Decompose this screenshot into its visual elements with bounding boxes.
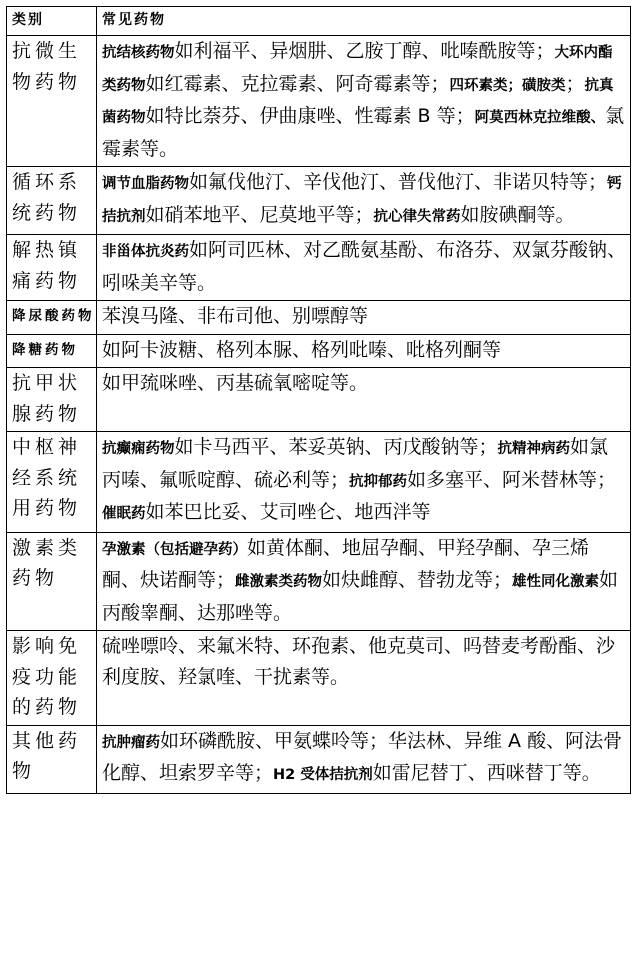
drug-class-label: H2 受体拮抗剂 <box>273 767 373 783</box>
drug-list-text: 如硝苯地平、尼莫地平等； <box>145 203 374 226</box>
drug-class-label: 雌激素类药物 <box>235 574 323 590</box>
row-category: 解热镇痛药物 <box>7 235 97 301</box>
drug-class-label: 钙拮抗剂 <box>102 176 622 225</box>
drug-list-text: 如多塞平、阿米替林等； <box>407 468 617 491</box>
drug-list-text: 如阿卡波糖、格列本脲、格列吡嗪、吡格列酮等 <box>102 338 502 361</box>
drug-class-label: 雄性同化激素 <box>512 574 600 590</box>
drug-list-text: 氯霉素等。 <box>102 105 625 160</box>
row-drugs <box>97 334 631 368</box>
drug-class-label: 非甾体抗炎药 <box>102 244 189 260</box>
row-drugs <box>97 631 631 726</box>
drug-class-label: 孕激素（包括避孕药） <box>102 541 247 558</box>
row-category: 激素类药物 <box>7 532 97 631</box>
drug-class-label: 阿莫西林克拉维酸、 <box>474 110 606 126</box>
row-category: 降糖药物 <box>7 334 97 368</box>
drug-class-label: 催眠药 <box>102 506 146 522</box>
header-drugs: 常见药物 <box>97 7 631 36</box>
drug-list-text: 苯溴马隆、非布司他、别嘌醇等 <box>102 305 369 327</box>
row-category: 其他药物 <box>7 725 97 793</box>
drug-list-text: 如卡马西平、苯妥英钠、丙戊酸钠等； <box>174 436 498 458</box>
drug-class-label: 抗心律失常药 <box>373 208 461 225</box>
drug-class-label: 抗肿瘤药 <box>102 734 160 751</box>
table-row <box>7 167 631 235</box>
header-category: 类别 <box>7 7 97 36</box>
drug-list-text: 如特比萘芬、伊曲康唑、性霉素 B 等； <box>145 105 475 127</box>
drug-class-label: 大环内酯类药物 <box>102 45 613 94</box>
drug-class-label: 四环素类；磺胺类 <box>449 77 566 94</box>
drug-list-text: 如阿司匹林、对乙酰氨基酚、布洛芬、双氯芬酸钠、吲哚美辛等。 <box>102 239 627 294</box>
drug-list-text: 如丙酸睾酮、达那唑等。 <box>102 569 619 624</box>
table-row <box>7 631 631 726</box>
row-drugs <box>97 301 631 335</box>
drug-list-text: 硫唑嘌呤、来氟米特、环孢素、他克莫司、吗替麦考酚酯、沙利度胺、羟氯喹、干扰素等。 <box>102 635 616 688</box>
header-row <box>7 7 631 36</box>
row-category: 影响免疫功能的药物 <box>7 631 97 726</box>
table-row <box>7 725 631 793</box>
table-body <box>7 7 631 794</box>
table-row <box>7 301 631 335</box>
drug-class-label: 抗真菌药物 <box>102 77 614 126</box>
table-row <box>7 532 631 631</box>
drug-table <box>6 6 631 794</box>
drug-list-text: ； <box>565 72 585 95</box>
table-row <box>7 368 631 432</box>
drug-list-text: 如利福平、异烟肼、乙胺丁醇、吡嗪酰胺等； <box>174 40 555 62</box>
drug-list-text: 如环磷酰胺、甲氨蝶呤等；华法林、异维 A 酸、阿法骨化醇、坦索罗辛等； <box>102 729 623 784</box>
row-drugs <box>97 368 631 432</box>
drug-list-text: 如胺碘酮等。 <box>460 203 575 226</box>
drug-list-text: 如氟伐他汀、辛伐他汀、普伐他汀、非诺贝特等； <box>189 171 608 193</box>
drug-list-text: 如炔雌醇、替勃龙等； <box>322 569 513 591</box>
table-row <box>7 432 631 533</box>
row-drugs <box>97 167 631 235</box>
drug-class-label: 调节血脂药物 <box>102 176 189 192</box>
drug-list-text: 如氯丙嗪、氟哌啶醇、硫必利等； <box>102 436 609 491</box>
drug-list-text: 如雷尼替丁、西咪替丁等。 <box>372 762 601 784</box>
row-category: 抗微生物药物 <box>7 36 97 167</box>
table-row <box>7 36 631 167</box>
row-drugs <box>97 235 631 301</box>
row-category: 循环系统药物 <box>7 167 97 235</box>
table-row <box>7 334 631 368</box>
drug-class-label: 抗癫痫药物 <box>102 441 175 457</box>
drug-list-text: 如黄体酮、地屈孕酮、甲羟孕酮、孕三烯酮、炔诺酮等； <box>102 536 590 591</box>
drug-list-text: 如甲巯咪唑、丙基硫氧嘧啶等。 <box>102 372 369 394</box>
drug-list-text: 如苯巴比妥、艾司唑仑、地西泮等 <box>145 501 431 523</box>
drug-class-label: 抗精神病药 <box>497 441 571 457</box>
row-drugs <box>97 532 631 631</box>
row-drugs <box>97 432 631 533</box>
drug-class-label: 抗结核药物 <box>102 45 175 61</box>
row-category: 降尿酸药物 <box>7 301 97 335</box>
row-category: 抗甲状腺药物 <box>7 368 97 432</box>
row-category: 中枢神经系统用药物 <box>7 432 97 533</box>
drug-list-text: 如红霉素、克拉霉素、阿奇霉素等； <box>145 72 450 95</box>
table-row <box>7 235 631 301</box>
row-drugs <box>97 36 631 167</box>
drug-class-label: 抗抑郁药 <box>349 473 408 490</box>
row-drugs <box>97 725 631 793</box>
